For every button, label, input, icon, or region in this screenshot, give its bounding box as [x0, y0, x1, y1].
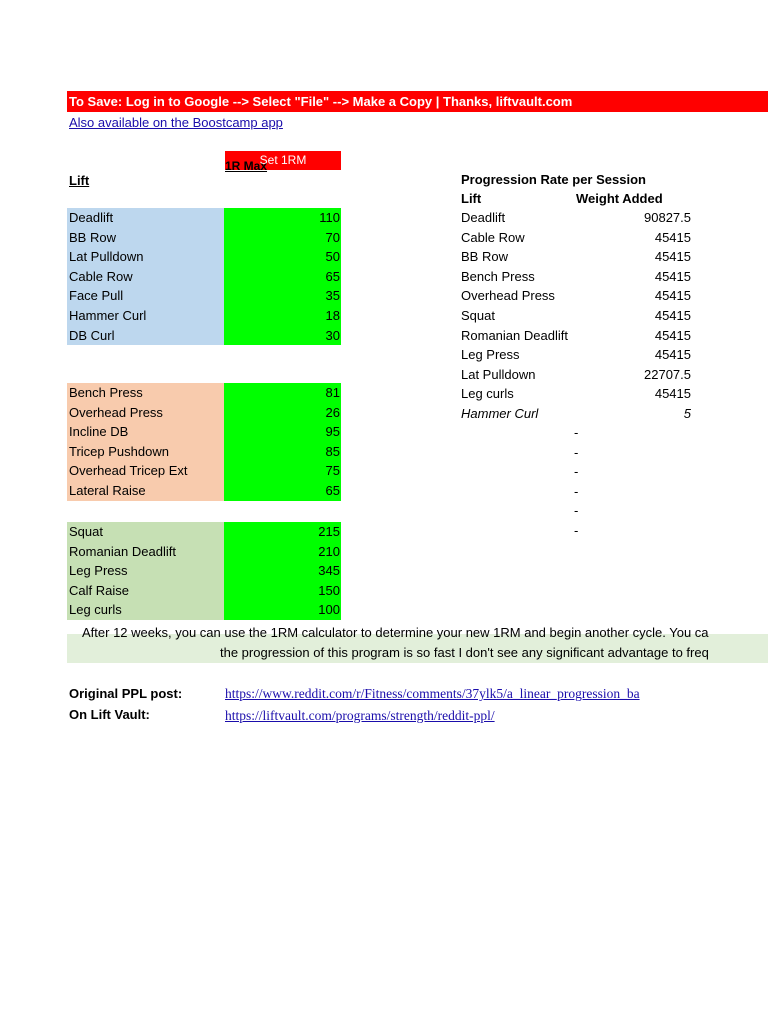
lift-name: Leg curls	[67, 600, 224, 620]
boostcamp-link[interactable]: Also available on the Boostcamp app	[69, 115, 283, 130]
table-row	[67, 403, 341, 423]
table-row	[67, 326, 341, 346]
max-input-cell[interactable]: 30	[224, 326, 341, 346]
table-row	[67, 481, 341, 501]
progression-weight: 45415	[654, 288, 691, 304]
max-input-cell[interactable]: 65	[224, 481, 341, 501]
table-row	[67, 247, 341, 267]
max-input-cell[interactable]: 85	[224, 442, 341, 462]
progression-lift: Cable Row	[461, 229, 525, 245]
progression-lift: Deadlift	[461, 210, 506, 225]
push-lifts-group	[67, 383, 341, 501]
max-input-cell[interactable]: 215	[224, 522, 341, 542]
progression-lift: Romanian Deadlift	[461, 327, 568, 343]
table-row	[461, 345, 691, 365]
progression-lift: BB Row	[461, 249, 508, 265]
table-row	[67, 542, 341, 562]
progression-lift: Bench Press	[461, 268, 535, 284]
table-row	[461, 228, 691, 248]
table-row	[461, 267, 691, 287]
max-input-cell[interactable]: 345	[224, 561, 341, 581]
table-row	[67, 522, 341, 542]
lift-name: Incline DB	[67, 422, 224, 442]
table-row	[461, 208, 691, 228]
progression-header	[461, 191, 691, 207]
reddit-post-link[interactable]: https://www.reddit.com/r/Fitness/comments/37ylk5/a_linear_progression_ba	[225, 686, 640, 701]
progression-table	[461, 208, 691, 424]
note-line: the progression of this program is so fast I don't see any significant advantage to freq	[220, 645, 709, 660]
max-input-cell[interactable]: 70	[224, 228, 341, 248]
table-row	[67, 383, 341, 403]
max-input-cell[interactable]: 150	[224, 581, 341, 601]
progression-weight: 45415	[654, 268, 691, 284]
progression-lift: Leg curls	[461, 386, 514, 402]
progression-lift: Hammer Curl	[461, 405, 539, 421]
progression-lift-header: Lift	[461, 191, 482, 206]
one-rep-max-header: 1R Max	[225, 159, 268, 173]
progression-weight-header: Weight Added	[576, 191, 663, 206]
progression-lift: Overhead Press	[461, 288, 555, 304]
table-row	[67, 600, 341, 620]
max-input-cell[interactable]: 110	[224, 208, 341, 228]
lift-name: Tricep Pushdown	[67, 442, 224, 462]
table-row	[67, 267, 341, 287]
progression-weight: 45415	[654, 249, 691, 265]
empty-progression-rows	[574, 423, 578, 541]
progression-weight: 45415	[654, 347, 691, 363]
table-row	[67, 228, 341, 248]
table-row	[461, 286, 691, 306]
max-input-cell[interactable]: 95	[224, 422, 341, 442]
lift-name: Romanian Deadlift	[67, 542, 224, 562]
table-row	[461, 326, 691, 346]
empty-dash: -	[574, 444, 579, 460]
save-instructions-banner: To Save: Log in to Google --> Select "File" --> Make a Copy | Thanks, liftvault.com	[67, 91, 768, 112]
lift-name: DB Curl	[67, 326, 224, 346]
max-input-cell[interactable]: 26	[224, 403, 341, 423]
table-row	[67, 208, 341, 228]
progression-title: Progression Rate per Session	[461, 172, 646, 187]
lift-vault-link[interactable]: https://liftvault.com/programs/strength/reddit-ppl/	[225, 708, 495, 723]
progression-lift: Squat	[461, 307, 495, 323]
progression-weight: 45415	[654, 327, 691, 343]
progression-weight: 45415	[654, 307, 691, 323]
progression-weight: 5	[683, 405, 691, 421]
max-input-cell[interactable]: 210	[224, 542, 341, 562]
pull-lifts-group	[67, 208, 341, 345]
progression-weight: 45415	[654, 386, 691, 402]
table-row	[67, 461, 341, 481]
lift-name: Bench Press	[67, 383, 224, 403]
lift-name: Overhead Press	[67, 403, 224, 423]
max-input-cell[interactable]: 18	[224, 306, 341, 326]
lift-vault-label: On Lift Vault:	[69, 707, 150, 722]
note-line: After 12 weeks, you can use the 1RM calculator to determine your new 1RM and begin another cycle. You ca	[82, 625, 709, 640]
empty-dash: -	[574, 464, 579, 480]
table-row	[461, 384, 691, 404]
lift-name: Squat	[67, 522, 224, 542]
table-row	[67, 442, 341, 462]
set-1rm-button[interactable]: Set 1RM	[225, 151, 341, 170]
progression-weight: 90827.5	[644, 210, 691, 225]
program-note	[67, 625, 768, 663]
max-input-cell[interactable]: 50	[224, 247, 341, 267]
table-row	[67, 286, 341, 306]
lift-name: Hammer Curl	[67, 306, 224, 326]
progression-weight: 45415	[654, 229, 691, 245]
progression-lift: Lat Pulldown	[461, 366, 536, 382]
table-row	[67, 561, 341, 581]
table-row	[67, 306, 341, 326]
original-post-label: Original PPL post:	[69, 686, 183, 701]
lift-name: Deadlift	[67, 208, 224, 228]
empty-dash: -	[574, 522, 579, 538]
lift-column-header: Lift	[69, 173, 90, 188]
lift-name: Overhead Tricep Ext	[67, 461, 224, 481]
lift-name: BB Row	[67, 228, 224, 248]
empty-dash: -	[574, 425, 579, 440]
table-row	[67, 581, 341, 601]
table-row	[67, 422, 341, 442]
max-input-cell[interactable]: 100	[224, 600, 341, 620]
lift-name: Leg Press	[67, 561, 224, 581]
progression-weight: 22707.5	[644, 366, 691, 382]
table-row	[461, 404, 691, 424]
empty-dash: -	[574, 503, 579, 519]
lift-name: Lateral Raise	[67, 481, 224, 501]
lift-name: Lat Pulldown	[67, 247, 224, 267]
empty-dash: -	[574, 483, 579, 499]
leg-lifts-group	[67, 522, 341, 620]
max-input-cell[interactable]: 65	[224, 267, 341, 287]
max-input-cell[interactable]: 75	[224, 461, 341, 481]
lift-name: Cable Row	[67, 267, 224, 287]
table-row	[461, 247, 691, 267]
table-row	[461, 365, 691, 385]
table-row	[461, 306, 691, 326]
lift-name: Face Pull	[67, 286, 224, 306]
max-input-cell[interactable]: 81	[224, 383, 341, 403]
lift-name: Calf Raise	[67, 581, 224, 601]
max-input-cell[interactable]: 35	[224, 286, 341, 306]
progression-lift: Leg Press	[461, 347, 520, 363]
